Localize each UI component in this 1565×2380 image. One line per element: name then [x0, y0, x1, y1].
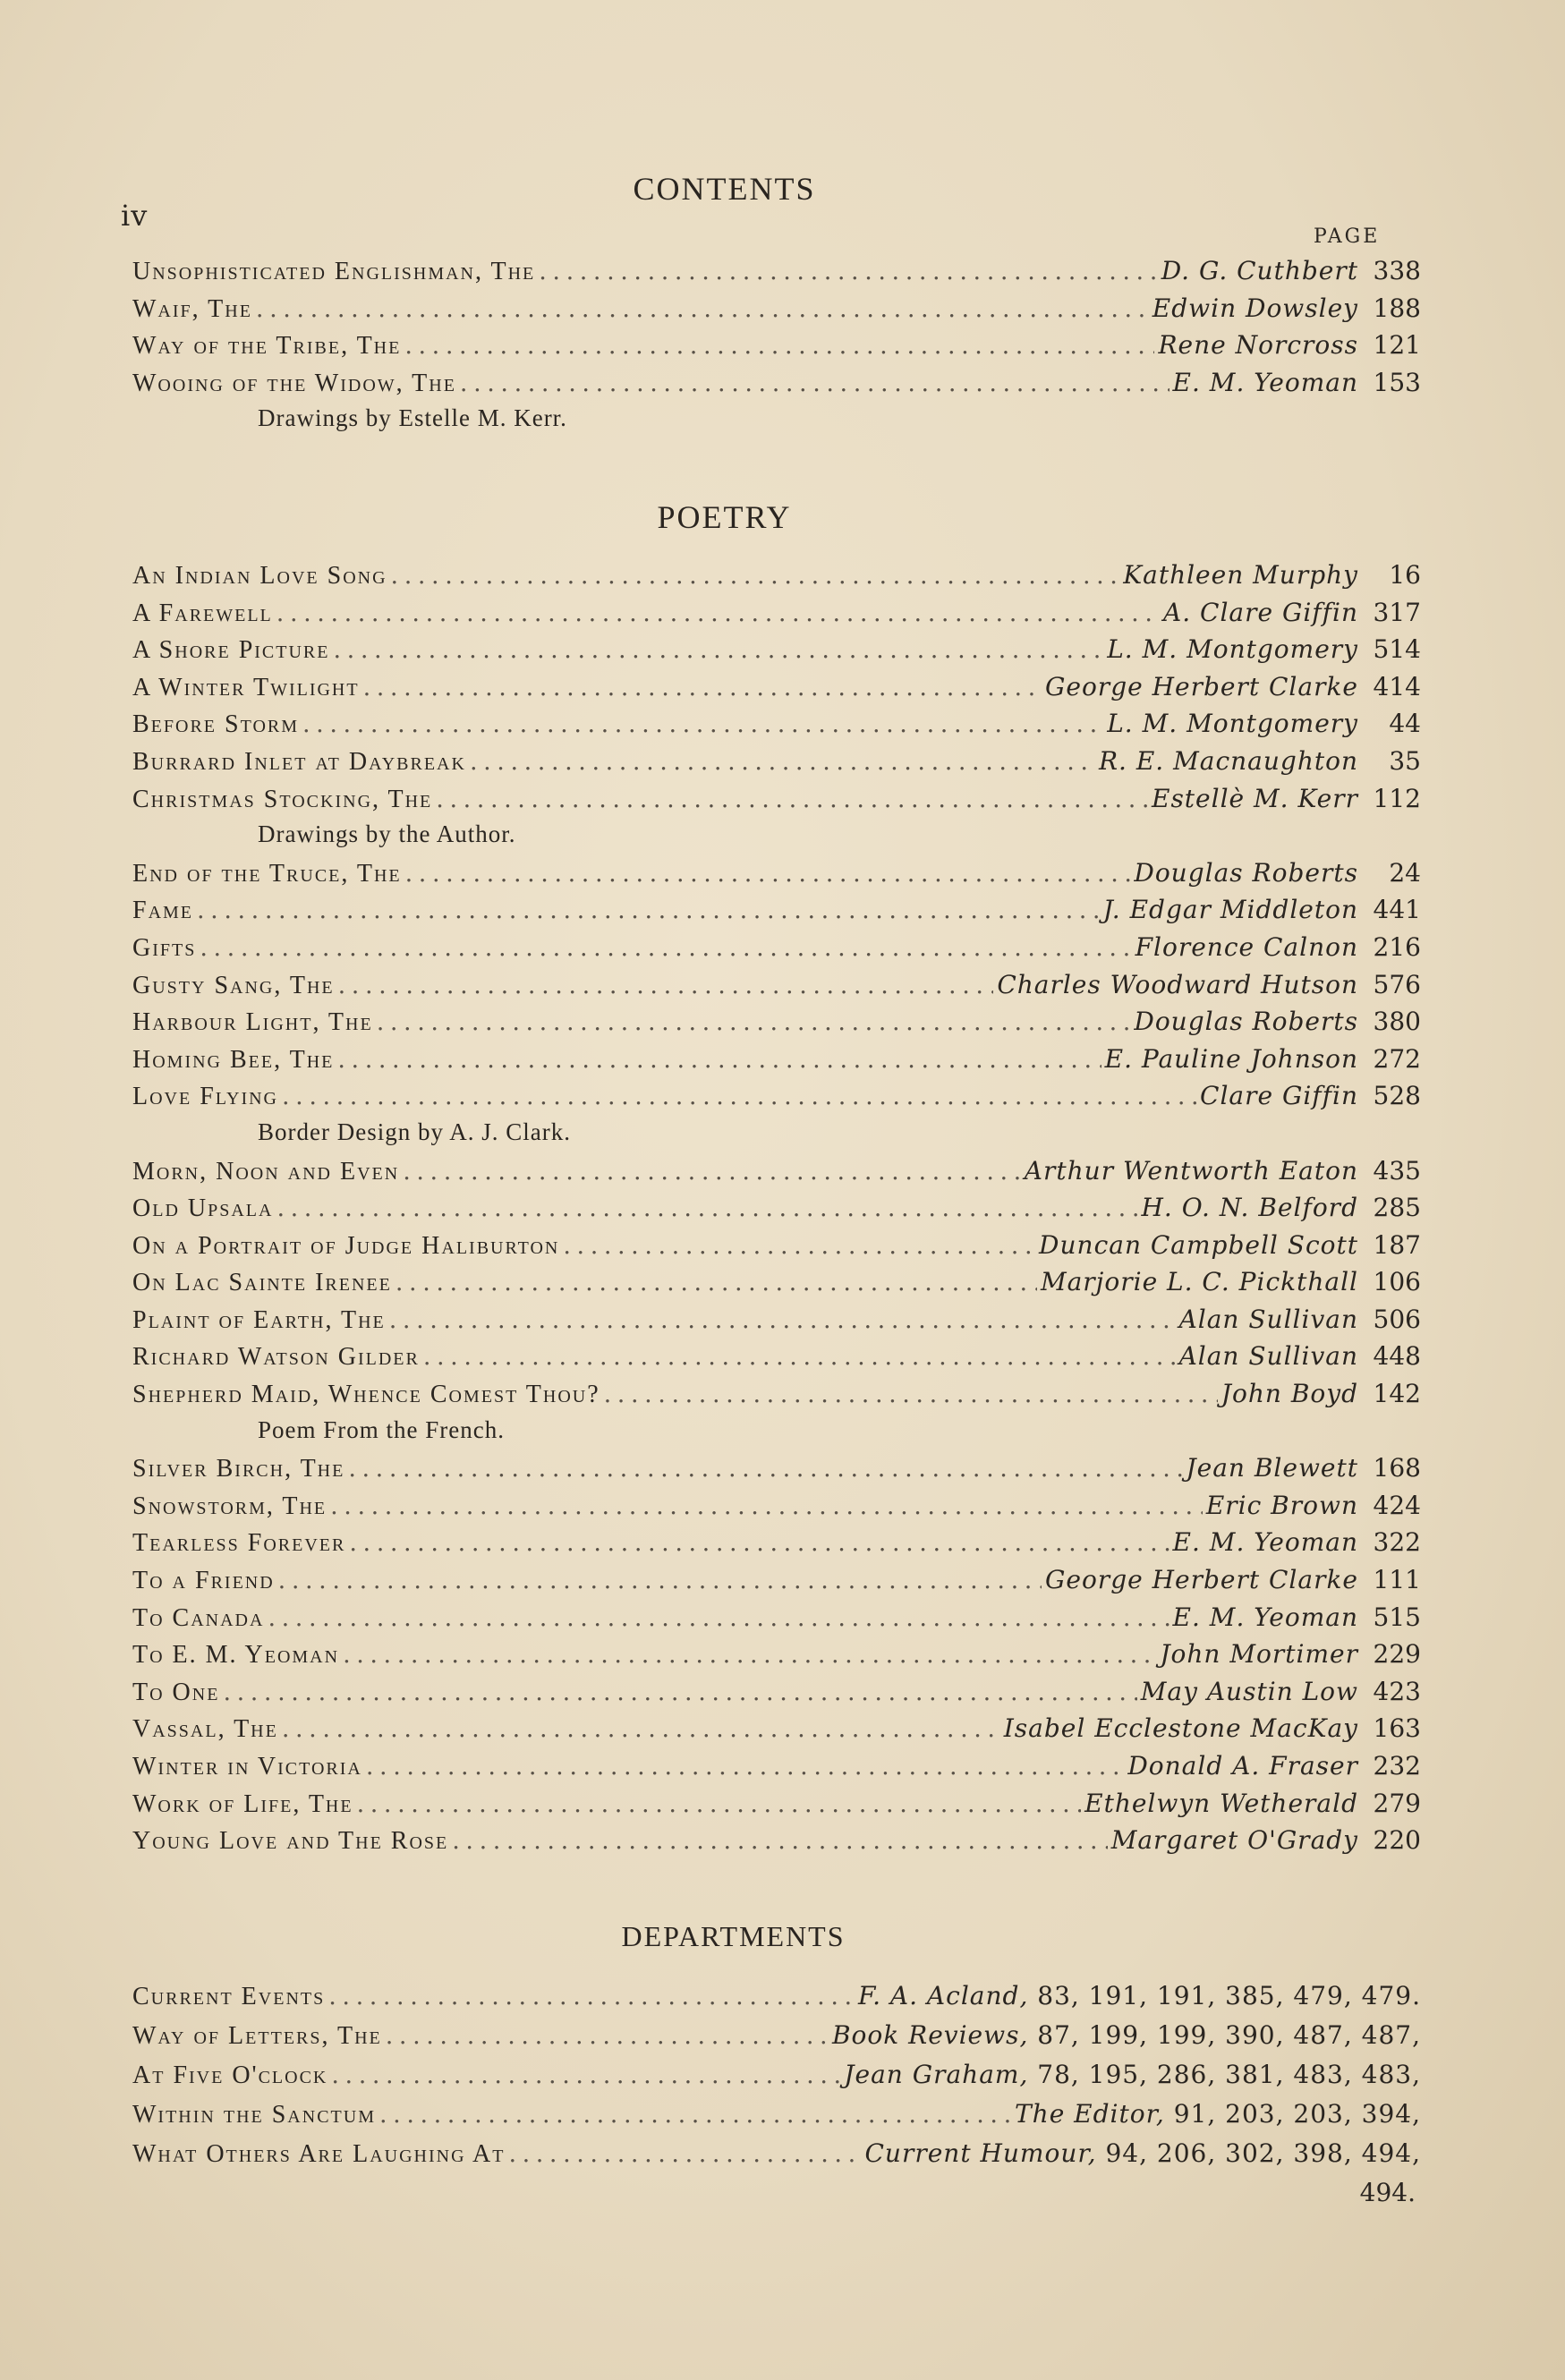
leader-dots	[405, 860, 1131, 888]
poetry-row	[132, 1267, 1421, 1305]
leader-dots	[379, 2101, 1011, 2129]
leader-dots	[377, 1008, 1131, 1036]
entry-title: To E. M. Yeoman	[132, 1641, 340, 1670]
entry-page: 163	[1373, 1713, 1421, 1744]
poetry-row	[132, 895, 1421, 932]
entry-page: 121	[1373, 330, 1421, 361]
entry-author: John Boyd	[1221, 1379, 1358, 1409]
entry-title: To a Friend	[132, 1567, 275, 1595]
entry-title: A Shore Picture	[132, 636, 330, 665]
entry-author: J. Edgar Middleton	[1102, 895, 1358, 925]
entry-author: Kathleen Murphy	[1123, 560, 1358, 590]
poetry-row	[132, 1193, 1421, 1230]
poetry-row	[132, 634, 1421, 672]
entry-pages: 94, 206, 302, 398, 494,	[1105, 2138, 1421, 2168]
department-row	[132, 2138, 1421, 2178]
entry-page: 424	[1373, 1490, 1421, 1520]
entry-author: Edwin Dowsley	[1152, 293, 1358, 323]
page-folio: iv	[121, 199, 149, 233]
entry-page: 441	[1373, 895, 1421, 925]
entry-author: L. M. Montgomery	[1107, 709, 1358, 739]
leader-dots	[256, 295, 1149, 323]
leader-dots	[331, 2061, 840, 2089]
leader-dots	[508, 2140, 861, 2168]
entry-title: Morn, Noon and Even	[132, 1157, 400, 1186]
entry-title: Unsophisticated Englishman, The	[132, 258, 536, 285]
contents-row	[132, 256, 1421, 293]
entry-page: 216	[1373, 931, 1421, 962]
poetry-row	[132, 1639, 1421, 1677]
poetry-row	[132, 1379, 1421, 1416]
entry-title: Shepherd Maid, Whence Comest Thou?	[132, 1381, 600, 1409]
entry-title: Christmas Stocking, The	[132, 785, 433, 813]
entry-title: On a Portrait of Judge Haliburton	[132, 1231, 560, 1260]
leader-dots	[470, 748, 1095, 776]
leader-dots	[366, 1753, 1124, 1781]
leader-dots	[452, 1827, 1107, 1855]
entry-title: Waif, The	[132, 294, 252, 323]
entry-page: 435	[1373, 1155, 1421, 1186]
entry-title: Burrard Inlet at Daybreak	[132, 747, 466, 776]
trailing-page: 494.	[1359, 2178, 1416, 2207]
leader-dots	[338, 972, 994, 999]
illustration-note: Border Design by A. J. Clark.	[258, 1118, 571, 1145]
entry-page: 168	[1373, 1453, 1421, 1483]
entry-page: 188	[1373, 293, 1421, 323]
entry-page: 272	[1373, 1043, 1421, 1074]
leader-dots	[389, 1306, 1176, 1334]
poetry-row	[132, 932, 1421, 970]
entry-page: 187	[1373, 1229, 1421, 1260]
entry-page: 111	[1373, 1565, 1421, 1595]
entry-page: 142	[1373, 1379, 1421, 1409]
entry-title: Silver Birch, The	[132, 1455, 345, 1483]
entry-page: 112	[1373, 783, 1421, 813]
entry-title: What Others Are Laughing At	[132, 2140, 506, 2168]
entry-author: Marjorie L. C. Pickthall	[1040, 1267, 1358, 1297]
entry-title: Old Upsala	[132, 1194, 274, 1223]
leader-dots	[357, 1790, 1082, 1818]
poetry-row	[132, 1751, 1421, 1789]
entry-title: Gifts	[132, 933, 197, 962]
entry-title: To Canada	[132, 1603, 265, 1632]
leader-dots	[282, 1083, 1196, 1110]
entry-page: 24	[1389, 857, 1421, 888]
entry-author: E. M. Yeoman	[1172, 1527, 1358, 1558]
entry-pages: 87, 199, 199, 390, 487, 487,	[1037, 2020, 1421, 2050]
entry-page: 317	[1373, 597, 1421, 627]
leader-dots	[276, 1194, 1137, 1222]
poetry-list	[132, 560, 1421, 1863]
page-column-label: PAGE	[1314, 225, 1381, 248]
entry-author: Douglas Roberts	[1134, 857, 1358, 888]
entry-author: May Austin Low	[1140, 1676, 1358, 1706]
entry-title: On Lac Sainte Irenee	[132, 1269, 392, 1297]
leader-dots	[223, 1679, 1136, 1706]
entry-page: 528	[1373, 1081, 1421, 1111]
poetry-row	[132, 1677, 1421, 1714]
entry-title: Within the Sanctum	[132, 2101, 376, 2129]
poetry-row	[132, 598, 1421, 635]
leader-dots	[436, 786, 1148, 813]
poetry-row	[132, 1789, 1421, 1826]
entry-title: Current Events	[132, 1983, 326, 2010]
entry-page: 279	[1373, 1788, 1421, 1818]
entry-pages: 83, 191, 191, 385, 479, 479.	[1037, 1981, 1421, 2010]
poetry-row	[132, 1044, 1421, 1082]
entry-page: 514	[1373, 634, 1421, 665]
leader-dots	[337, 1046, 1101, 1074]
leader-dots	[403, 1158, 1021, 1186]
entry-author: L. M. Montgomery	[1107, 634, 1358, 665]
leader-dots	[278, 1567, 1042, 1594]
entry-author: Donald A. Fraser	[1127, 1751, 1358, 1781]
leader-dots	[343, 1641, 1156, 1669]
entry-title: At Five O'clock	[132, 2061, 328, 2089]
entry-author: R. E. Macnaughton	[1098, 745, 1358, 776]
entry-page: 338	[1373, 256, 1421, 285]
entry-author	[844, 2060, 1421, 2089]
leader-dots	[268, 1604, 1169, 1632]
entry-title: Plaint of Earth, The	[132, 1305, 386, 1334]
poetry-row	[132, 784, 1421, 821]
entry-title: Way of Letters, The	[132, 2022, 382, 2050]
poetry-row	[132, 1305, 1421, 1342]
department-row	[132, 2099, 1421, 2138]
leader-dots	[363, 674, 1042, 701]
entry-page: 106	[1373, 1267, 1421, 1297]
leader-dots	[396, 1269, 1037, 1296]
entry-author	[1015, 2099, 1421, 2129]
entry-author: Alan Sullivan	[1178, 1341, 1358, 1372]
poetry-row	[132, 1453, 1421, 1491]
poetry-row	[132, 1341, 1421, 1379]
entry-author: E. Pauline Johnson	[1104, 1043, 1358, 1074]
entry-page: 35	[1389, 745, 1421, 776]
leader-dots	[302, 710, 1103, 738]
entry-pages: 91, 203, 203, 394,	[1173, 2099, 1421, 2129]
entry-author: George Herbert Clarke	[1045, 1565, 1358, 1595]
poetry-row	[132, 1602, 1421, 1640]
entry-title: Work of Life, The	[132, 1789, 353, 1818]
entry-author: John Mortimer	[1160, 1639, 1358, 1670]
entry-author: A. Clare Giffin	[1163, 597, 1358, 627]
entry-title: A Winter Twilight	[132, 673, 360, 701]
entry-page: 506	[1373, 1304, 1421, 1334]
entry-title: Snowstorm, The	[132, 1492, 327, 1520]
illustration-note: Drawings by the Author.	[258, 820, 516, 848]
entry-page: 576	[1373, 969, 1421, 999]
illustration-note: Drawings by Estelle M. Kerr.	[258, 404, 567, 432]
department-row	[132, 2020, 1421, 2060]
entry-author-name: F. A. Acland,	[858, 1981, 1029, 2010]
entry-author: Clare Giffin	[1200, 1081, 1358, 1111]
entry-author: Jean Blewett	[1186, 1453, 1358, 1483]
entry-page: 232	[1373, 1751, 1421, 1781]
entry-title: Wooing of the Widow, The	[132, 369, 456, 397]
poetry-row	[132, 970, 1421, 1007]
poetry-row	[132, 1230, 1421, 1268]
entry-page: 229	[1373, 1639, 1421, 1670]
entry-author: Florence Calnon	[1135, 931, 1358, 962]
leader-dots	[348, 1455, 1182, 1483]
entry-title: Gusty Sang, The	[132, 971, 335, 999]
entry-author: E. M. Yeoman	[1172, 1602, 1358, 1632]
departments-heading: DEPARTMENTS	[621, 1920, 846, 1952]
entry-author: Isabel Ecclestone MacKay	[1003, 1713, 1358, 1744]
poetry-row	[132, 1156, 1421, 1194]
entry-author-name: Current Humour,	[864, 2138, 1097, 2168]
entry-page: 423	[1373, 1676, 1421, 1706]
department-row	[132, 1981, 1421, 2020]
poetry-row	[132, 858, 1421, 896]
entry-title: A Farewell	[132, 599, 273, 627]
entry-title: Homing Bee, The	[132, 1045, 335, 1074]
entry-author: Ethelwyn Wetherald	[1084, 1788, 1358, 1818]
poetry-row	[132, 1007, 1421, 1044]
entry-author: Eric Brown	[1205, 1490, 1358, 1520]
poetry-row	[132, 1527, 1421, 1565]
poetry-row	[132, 1713, 1421, 1751]
contents-heading: CONTENTS	[633, 171, 816, 207]
poetry-row	[132, 1081, 1421, 1118]
entry-author	[858, 1981, 1421, 2010]
entry-title: To One	[132, 1678, 220, 1706]
poetry-row	[132, 672, 1421, 710]
entry-title: Fame	[132, 897, 194, 925]
entry-page: 16	[1389, 560, 1421, 590]
leader-dots	[197, 897, 1100, 924]
entry-author: George Herbert Clarke	[1045, 671, 1358, 701]
entry-page: 153	[1373, 367, 1421, 397]
leader-dots	[282, 1715, 1000, 1743]
contents-row	[132, 368, 1421, 405]
entry-author: Rene Norcross	[1158, 330, 1358, 361]
entry-title: Tearless Forever	[132, 1529, 346, 1558]
leader-dots	[460, 370, 1169, 397]
entry-author: Charles Woodward Hutson	[997, 969, 1358, 999]
entry-page: 220	[1373, 1825, 1421, 1856]
leader-dots	[200, 934, 1131, 962]
entry-title: Before Storm	[132, 710, 300, 739]
entry-author: D. G. Cuthbert	[1161, 256, 1358, 285]
entry-page: 44	[1389, 709, 1421, 739]
entry-page: 322	[1373, 1527, 1421, 1558]
entry-title: Way of the Tribe, The	[132, 332, 402, 361]
entry-author: H. O. N. Belford	[1141, 1193, 1358, 1223]
entry-author: E. M. Yeoman	[1172, 367, 1358, 397]
entry-page: 285	[1373, 1193, 1421, 1223]
entry-author: Arthur Wentworth Eaton	[1024, 1155, 1358, 1186]
leader-dots	[328, 1983, 855, 2010]
contents-row	[132, 293, 1421, 331]
entry-title: Vassal, The	[132, 1715, 278, 1744]
entry-author: Alan Sullivan	[1178, 1304, 1358, 1334]
entry-author-name: Book Reviews,	[831, 2020, 1029, 2050]
poetry-heading: POETRY	[657, 499, 792, 535]
entry-title: Harbour Light, The	[132, 1008, 373, 1037]
leader-dots	[604, 1381, 1218, 1408]
contents-row	[132, 330, 1421, 368]
entry-title: End of the Truce, The	[132, 859, 402, 888]
entry-page: 380	[1373, 1007, 1421, 1037]
leader-dots	[386, 2022, 829, 2050]
leader-dots	[563, 1232, 1035, 1260]
department-row	[132, 2060, 1421, 2099]
poetry-row	[132, 709, 1421, 746]
leader-dots	[404, 332, 1154, 360]
leader-dots	[539, 258, 1157, 285]
entry-author-name: Jean Graham,	[844, 2060, 1029, 2089]
leader-dots	[333, 636, 1103, 664]
entry-title: Richard Watson Gilder	[132, 1343, 420, 1372]
poetry-row	[132, 1565, 1421, 1602]
illustration-note: Poem From the French.	[258, 1415, 505, 1443]
entry-title: Winter in Victoria	[132, 1753, 362, 1781]
entry-author: Margaret O'Grady	[1110, 1825, 1358, 1856]
entry-pages: 78, 195, 286, 381, 483, 483,	[1037, 2060, 1421, 2089]
poetry-row	[132, 560, 1421, 598]
departments-list	[132, 1981, 1421, 2214]
leader-dots	[423, 1343, 1176, 1371]
entry-page: 414	[1373, 671, 1421, 701]
entry-author	[832, 2020, 1421, 2050]
entry-author: Estellè M. Kerr	[1152, 783, 1358, 813]
poetry-row	[132, 1825, 1421, 1863]
entry-author: Douglas Roberts	[1134, 1007, 1358, 1037]
entry-title: An Indian Love Song	[132, 562, 387, 590]
contents-list	[132, 256, 1421, 442]
poetry-row	[132, 1491, 1421, 1528]
entry-title: Young Love and The Rose	[132, 1827, 449, 1856]
entry-title: Love Flying	[132, 1083, 278, 1111]
entry-page: 448	[1373, 1341, 1421, 1372]
leader-dots	[330, 1492, 1203, 1520]
entry-page: 515	[1373, 1602, 1421, 1632]
entry-author	[864, 2138, 1421, 2168]
entry-author-name: The Editor,	[1015, 2099, 1165, 2129]
poetry-row	[132, 746, 1421, 784]
leader-dots	[391, 562, 1120, 590]
leader-dots	[276, 599, 1160, 627]
leader-dots	[349, 1529, 1169, 1557]
entry-author: Duncan Campbell Scott	[1039, 1229, 1358, 1260]
